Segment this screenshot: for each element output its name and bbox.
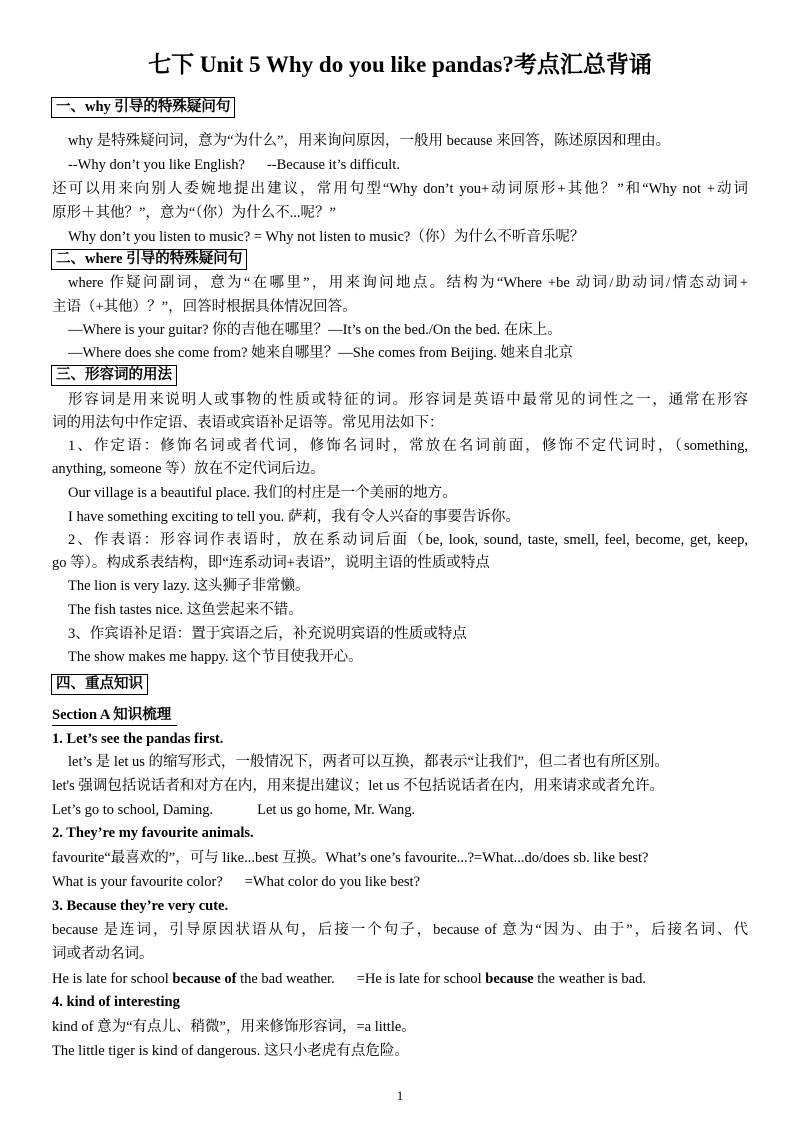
example-line: I have something exciting to tell you. 萨莉，我有令人兴奋的事要告诉你。 <box>68 509 520 525</box>
example-text: =He is late for school <box>356 971 486 987</box>
subsection-heading-section-a: Section A 知识梳理 <box>52 705 177 726</box>
example-sentence: =What color do you like best? <box>244 874 421 890</box>
section-heading-key-points: 四、重点知识 <box>51 674 148 695</box>
section-heading-why: 一、why 引导的特殊疑问句 <box>51 97 235 118</box>
example-sentence: Let’s go to school, Daming. <box>52 802 214 818</box>
section-heading-adjective: 三、形容词的用法 <box>51 365 177 386</box>
usage-line: anything, someone 等）放在不定代词后边。 <box>52 461 325 477</box>
usage-line: 2、作表语：形容词作表语时，放在系动词后面（be, look, sound, taste, smell, feel, become, get, keep, <box>68 532 748 548</box>
example-sentence: What is your favourite color? <box>52 874 223 890</box>
example-question: --Why don’t you like English? <box>68 157 245 173</box>
example-line: The show makes me happy. 这个节目使我开心。 <box>68 649 363 665</box>
page-title: 七下 Unit 5 Why do you like pandas?考点汇总背诵 <box>148 52 652 77</box>
example-line: —Where does she come from? 她来自哪里？—She comes from Beijing. 她来自北京 <box>68 345 573 361</box>
paragraph-line: 原形＋其他？”，意为“（你）为什么不...呢？” <box>52 205 336 221</box>
example-line <box>68 155 400 175</box>
paragraph-line: 主语（+其他）？”，回答时根据具体情况回答。 <box>52 299 357 315</box>
usage-line: 1、作定语：修饰名词或者代词，修饰名词时，常放在名词前面，修饰不定代词时，（something, <box>68 438 748 454</box>
example-sentence: Let us go home, Mr. Wang. <box>257 802 416 818</box>
paragraph-line: let's 强调包括说话者和对方在内，用来提出建议；let us 不包括说话者在内，用来请求或者允许。 <box>52 778 665 794</box>
example-line: The little tiger is kind of dangerous. 这只小老虎有点危险。 <box>52 1043 409 1059</box>
example-line <box>52 800 415 820</box>
paragraph-line: where 作疑问副词，意为“在哪里”，用来询问地点。结构为“Where +be 动词/助动词/情态动词+ <box>68 275 748 291</box>
example-emphasis: because <box>485 971 534 987</box>
paragraph-line: let’s 是 let us 的缩写形式，一般情况下，两者可以互换，都表示“让我们”，但二者也有所区别。 <box>68 754 669 770</box>
paragraph-line: 形容词是用来说明人或事物的性质或特征的词。形容词是英语中最常见的词性之一，通常在形容 <box>68 392 748 408</box>
example-line: Our village is a beautiful place. 我们的村庄是一个美丽的地方。 <box>68 485 457 501</box>
paragraph-line: favourite“最喜欢的”，可与 like...best 互换。What’s one’s favourite...?=What...do/does sb. like best? <box>52 850 649 866</box>
paragraph-line: kind of 意为“有点儿、稍微”，用来修饰形容词，=a little。 <box>52 1019 416 1035</box>
example-line: The fish tastes nice. 这鱼尝起来不错。 <box>68 602 303 618</box>
paragraph-line: 词或者动名词。 <box>52 946 154 962</box>
example-line: Why don’t you listen to music? = Why not listen to music?（你）为什么不听音乐呢？ <box>68 229 585 245</box>
page-number: 1 <box>396 1088 404 1103</box>
key-point-title: 1. Let’s see the pandas first. <box>52 731 224 747</box>
usage-line: go 等）。构成系表结构，即“连系动词+表语”，说明主语的性质或特点 <box>52 555 490 571</box>
paragraph-line: because 是连词，引导原因状语从句，后接一个句子，because of 意为“因为、由于”，后接名词、代 <box>52 922 748 938</box>
example-line: —Where is your guitar? 你的吉他在哪里？—It’s on the bed./On the bed. 在床上。 <box>68 322 562 338</box>
example-line: The lion is very lazy. 这头狮子非常懒。 <box>68 578 310 594</box>
example-answer: --Because it’s difficult. <box>266 157 400 173</box>
example-line <box>52 969 646 989</box>
paragraph-line: why 是特殊疑问词，意为“为什么”，用来询问原因，一般用 because 来回答，陈述原因和理由。 <box>68 133 671 149</box>
key-point-title: 2. They’re my favourite animals. <box>52 825 254 841</box>
paragraph-line: 还可以用来向别人委婉地提出建议，常用句型“Why don’t you+动词原形+其他？”和“Why not +动词 <box>52 181 748 197</box>
example-text: He is late for school <box>52 971 173 987</box>
example-line <box>52 872 420 892</box>
paragraph-line: 词的用法句中作定语、表语或宾语补足语等。常见用法如下： <box>52 415 444 431</box>
example-text: the weather is bad. <box>533 971 646 987</box>
key-point-title: 3. Because they’re very cute. <box>52 898 229 914</box>
usage-line: 3、作宾语补足语：置于宾语之后，补充说明宾语的性质或特点 <box>68 626 467 642</box>
example-emphasis: because of <box>172 971 237 987</box>
key-point-title: 4. kind of interesting <box>52 994 180 1010</box>
section-heading-where: 二、where 引导的特殊疑问句 <box>51 249 247 270</box>
example-text: the bad weather. <box>236 971 335 987</box>
